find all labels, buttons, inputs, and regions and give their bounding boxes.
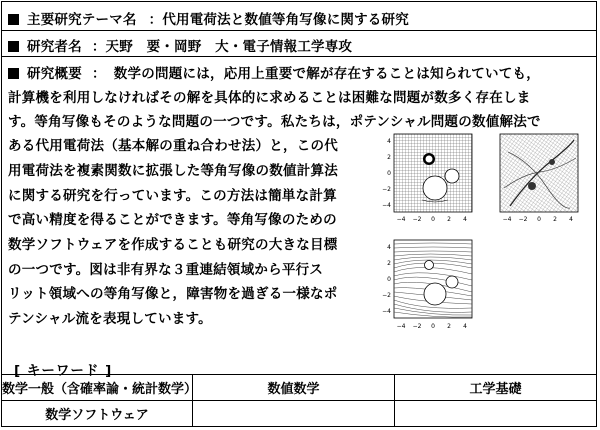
tick-x: −2	[518, 216, 528, 223]
tick-x: 2	[553, 216, 557, 223]
plot-area	[394, 134, 472, 212]
table-row	[2, 401, 597, 427]
keyword-cell	[193, 401, 395, 427]
tick-x: 0	[431, 323, 435, 330]
tick-y: −2	[382, 292, 391, 299]
square-bullet-icon	[8, 41, 19, 52]
overview-separator: ：	[92, 66, 106, 82]
obstacle-circle	[425, 261, 434, 270]
keyword-heading: [ キーワード ]	[14, 363, 113, 379]
overview-text-line: 計算機を利用しなければその解を具体的に求めることは困難な問題が数多く存在しま	[8, 90, 531, 106]
tick-y: 4	[387, 138, 391, 145]
overview-text-line: の一つです。図は非有界な３重連結領域から平行ス	[8, 262, 324, 278]
obstacle-circle	[426, 156, 433, 163]
figure-conformal-grid	[378, 128, 478, 224]
divider	[1, 30, 597, 31]
tick-x: −4	[396, 216, 406, 223]
tick-x: 0	[431, 216, 435, 223]
theme-label: 主要研究テーマ名	[27, 12, 137, 28]
singular-point	[549, 159, 555, 165]
overview-text-line: 数学ソフトウェアを作成することも研究の大きな目標	[8, 237, 338, 253]
tick-x: 4	[463, 323, 467, 330]
divider	[1, 56, 597, 57]
researcher-label: 研究者名	[27, 39, 82, 55]
obstacle-circle	[445, 169, 459, 183]
tick-y: −4	[382, 308, 391, 315]
obstacle-circle	[446, 276, 458, 288]
tick-x: 4	[463, 216, 467, 223]
figure-mapped-mesh	[490, 128, 590, 224]
table-row	[2, 375, 597, 401]
keyword-cell	[395, 401, 597, 427]
tick-y: −4	[382, 202, 391, 209]
overview-text-line: リット領域への等角写像と，障害物を過ぎる一様なポ	[8, 286, 338, 302]
theme-separator: ：	[148, 12, 163, 28]
tick-x: −2	[412, 216, 422, 223]
overview-text-line: で高い精度を得ることができます。等角写像のための	[8, 212, 337, 228]
tick-y: −2	[382, 186, 391, 193]
tick-x: 2	[447, 323, 451, 330]
keyword-table	[1, 374, 597, 427]
researcher-value: 天野 要・岡野 大・電子情報工学専攻	[105, 39, 353, 55]
tick-y: 0	[387, 170, 391, 177]
overview-text-line: 用電荷法を複素関数に拡張した等角写像の数値計算法	[8, 163, 338, 179]
theme-row	[8, 8, 409, 28]
tick-x: −4	[502, 216, 512, 223]
overview-label: 研究概要	[27, 66, 82, 82]
keyword-cell: 数学ソフトウェア	[2, 401, 193, 427]
square-bullet-icon	[8, 14, 19, 25]
tick-x: −2	[412, 323, 422, 330]
keyword-cell: 数値数学	[193, 375, 395, 401]
obstacle-circle	[424, 283, 446, 305]
plot-area	[500, 134, 578, 212]
tick-y: 2	[387, 154, 391, 161]
tick-x: 4	[569, 216, 573, 223]
tick-x: 2	[447, 216, 451, 223]
tick-y: 2	[387, 260, 391, 267]
researcher-separator: ：	[91, 39, 106, 55]
tick-x: 0	[537, 216, 541, 223]
figure-potential-flow	[378, 234, 478, 332]
tick-x: −4	[396, 323, 406, 330]
keyword-cell: 数学一般（含確率論・統計数学）	[2, 375, 193, 401]
overview-text-line: テンシャル流を表現しています。	[8, 311, 212, 327]
singular-point	[528, 182, 536, 190]
tick-y: 4	[387, 244, 391, 251]
theme-value: 代用電荷法と数値等角写像に関する研究	[162, 12, 409, 28]
tick-y: 0	[387, 276, 391, 283]
overview-text-line: 数学の問題には，応用上重要で解が存在することは知られていても，	[113, 66, 540, 82]
researcher-row	[8, 35, 352, 55]
square-bullet-icon	[8, 68, 19, 79]
overview-first-line	[8, 62, 540, 82]
obstacle-circle	[423, 176, 447, 200]
keyword-cell: 工学基礎	[395, 375, 597, 401]
overview-text-line: に関する研究を行っています。この方法は簡単な計算	[8, 188, 337, 204]
overview-text-line: ある代用電荷法（基本解の重ね合わせ法）と，この代	[8, 138, 338, 154]
overview-text-line: す。等角写像もそのような問題の一つです。私たちは，ポテンシャル問題の数値解法で	[8, 114, 541, 130]
